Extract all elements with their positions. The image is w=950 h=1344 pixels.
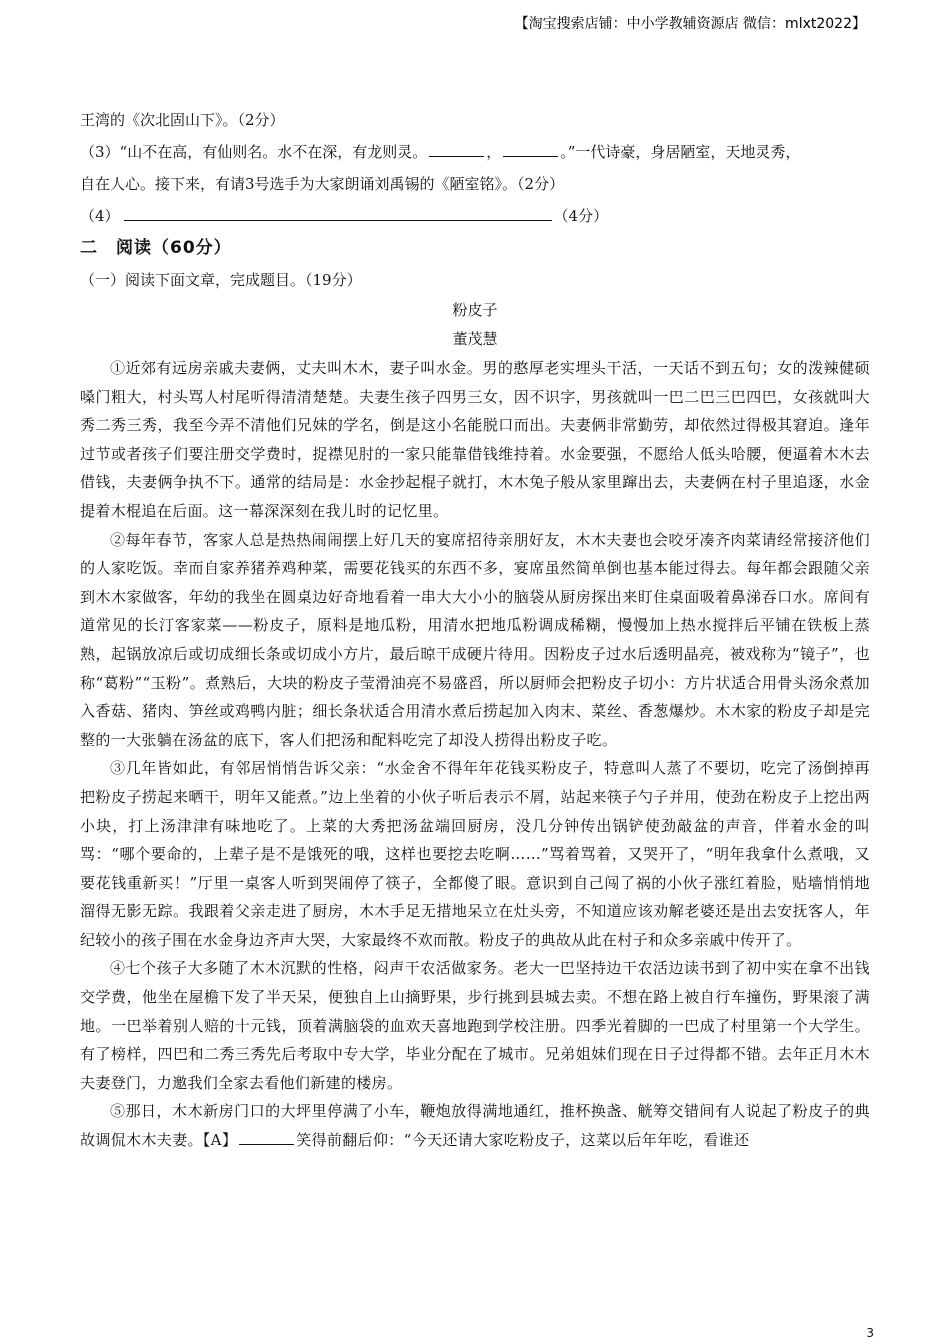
article-author: 董茂慧 bbox=[452, 330, 498, 348]
question-4-label: （4） bbox=[80, 207, 120, 225]
article-paragraph-5-text-b: 笑得前翻后仰：“今天还请大家吃粉皮子，这菜以后年年吃，看谁还 bbox=[296, 1131, 750, 1150]
article-paragraph-1: ①近郊有远房亲戚夫妻俩，丈夫叫木木，妻子叫水金。男的憨厚老实埋头干活，一天话不到五句；女的泼辣健硕嗓门粗大，村头骂人村尾听得清清楚楚。夫妻生孩子四男三女，因不识字，男孩就叫一巴二巴三巴四巴，女孩就叫大秀二秀三秀，我至今弄不清他们兄妹的学名，倒是这小名能脱口而出。夫妻俩非常勤劳，却依然过得极其窘迫。逢年过节或者孩子们要注册交学费时，捉襟见肘的一家只能靠借钱维持着。水金要强，不愿给人低头哈腰，便逼着木木去借钱，夫妻俩争执不下。通常的结局是：水金抄起棍子就打，木木兔子般从家里蹿出去，夫妻俩在村子里追逐，水金提着木棍追在后面。这一幕深深刻在我儿时的记忆里。 bbox=[80, 359, 870, 520]
question-3-text-a: （3）“山不在高，有仙则名。水不在深，有龙则灵。 bbox=[80, 143, 428, 161]
header-watermark: 【淘宝搜索店铺：中小学教辅资源店 微信：mlxt2022】 bbox=[514, 16, 866, 32]
answer-blank-4 bbox=[124, 204, 552, 221]
article-title: 粉皮子 bbox=[452, 301, 498, 319]
section-sub-heading: （一）阅读下面文章，完成题目。（19分） bbox=[80, 271, 362, 289]
question-3-line-2: 自在人心。接下来，有请3号选手为大家朗诵刘禹锡的《陋室铭》。（2分） bbox=[80, 175, 565, 193]
page-number: 3 bbox=[866, 1326, 874, 1340]
article-paragraph-5 bbox=[80, 1097, 870, 1154]
article-paragraph-5-text-a: ⑤那日，木木新房门口的大坪里停满了小车，鞭炮放得满地通红，推杯换盏、觥筹交错间有人说起了粉皮子的典故调侃木木夫妻。【A】 bbox=[80, 1102, 870, 1150]
article-paragraph-4: ④七个孩子大多随了木木沉默的性格，闷声干农活做家务。老大一巴坚持边干农活边读书到了初中实在拿不出钱交学费，他坐在屋檐下发了半天呆，便独自上山摘野果，步行挑到县城去卖。不想在路上被自行车撞伤，野果滚了满地。一巴举着别人赔的十元钱，顶着满脑袋的血欢天喜地跑到学校注册。四季光着脚的一巴成了村里第一个大学生。有了榜样，四巴和二秀三秀先后考取中专大学，毕业分配在了城市。兄弟姐妹们现在日子过得都不错。去年正月木木夫妻登门，力邀我们全家去看他们新建的楼房。 bbox=[80, 959, 870, 1092]
article-paragraph-2: ②每年春节，客家人总是热热闹闹摆上好几天的宴席招待亲朋好友，木木夫妻也会咬牙凑齐肉菜请经常接济他们的人家吃饭。幸而自家养猪养鸡种菜，需要花钱买的东西不多，宴席虽然简单倒也基本能过得去。每年都会跟随父亲到木木家做客，年幼的我坐在圆桌边好奇地看着一串大大小小的脑袋从厨房探出来盯住桌面吸着鼻涕吞口水。席间有道常见的长汀客家菜——粉皮子，原料是地瓜粉，用清水把地瓜粉调成稀糊，慢慢加上热水搅拌后平铺在铁板上蒸熟，起锅放凉后或切成细长条或切成小方片，最后晾干成硬片待用。因粉皮子过水后透明晶亮，被戏称为“镜子”，也称“葛粉”“玉粉”。煮熟后，大块的粉皮子莹滑油亮不易盛舀，所以厨师会把粉皮子切小：方片状适合用骨头汤氽煮加入香菇、猪肉、笋丝或鸡鸭内脏；细长条状适合用清水煮后捞起加入肉末、菜丝、香葱爆炒。木木家的粉皮子却是完整的一大张躺在汤盆的底下，客人们把汤和配料吃完了却没人捞得出粉皮子吃。 bbox=[80, 530, 870, 749]
answer-blank-1 bbox=[429, 141, 484, 157]
answer-blank-2 bbox=[503, 141, 558, 157]
question-4-score: （4分） bbox=[553, 207, 609, 225]
answer-blank-a bbox=[239, 1129, 294, 1145]
question-2-tail: 王湾的《次北固山下》。（2分） bbox=[80, 111, 285, 129]
question-3-text-b: 。”一代诗豪，身居陋室，天地灵秀， bbox=[560, 143, 801, 161]
question-3-line-1 bbox=[80, 136, 870, 168]
question-3-separator: ， bbox=[486, 143, 502, 161]
article-paragraph-3: ③几年皆如此，有邻居悄悄告诉父亲：“水金舍不得年年花钱买粉皮子，特意叫人蒸了不要切，吃完了汤倒掉再把粉皮子捞起来晒干，明年又能煮。”边上坐着的小伙子听后表示不屑，站起来筷子勺子并用，使劲在粉皮子上挖出两小块，打上汤津津有味地吃了。上菜的大秀把汤盆端回厨房，没几分钟传出锅铲使劲敲盆的声音，伴着水金的叫骂：“哪个要命的，上辈子是不是饿死的哦，这样也要挖去吃啊……”骂着骂着，又哭开了，“明年我拿什么煮哦，又要花钱重新买！”厅里一桌客人听到哭闹停了筷子，全都傻了眼。意识到自己闯了祸的小伙子涨红着脸，贴墙悄悄地溜得无影无踪。我跟着父亲走进了厨房，木木手足无措地呆立在灶头旁，不知道应该劝解老婆还是出去安抚客人，年纪较小的孩子围在水金身边齐声大哭，大家最终不欢而散。粉皮子的典故从此在村子和众多亲戚中传开了。 bbox=[80, 759, 870, 949]
page-content bbox=[80, 104, 870, 1155]
section-heading: 二 阅读（60分） bbox=[80, 238, 232, 258]
question-4 bbox=[80, 200, 870, 232]
